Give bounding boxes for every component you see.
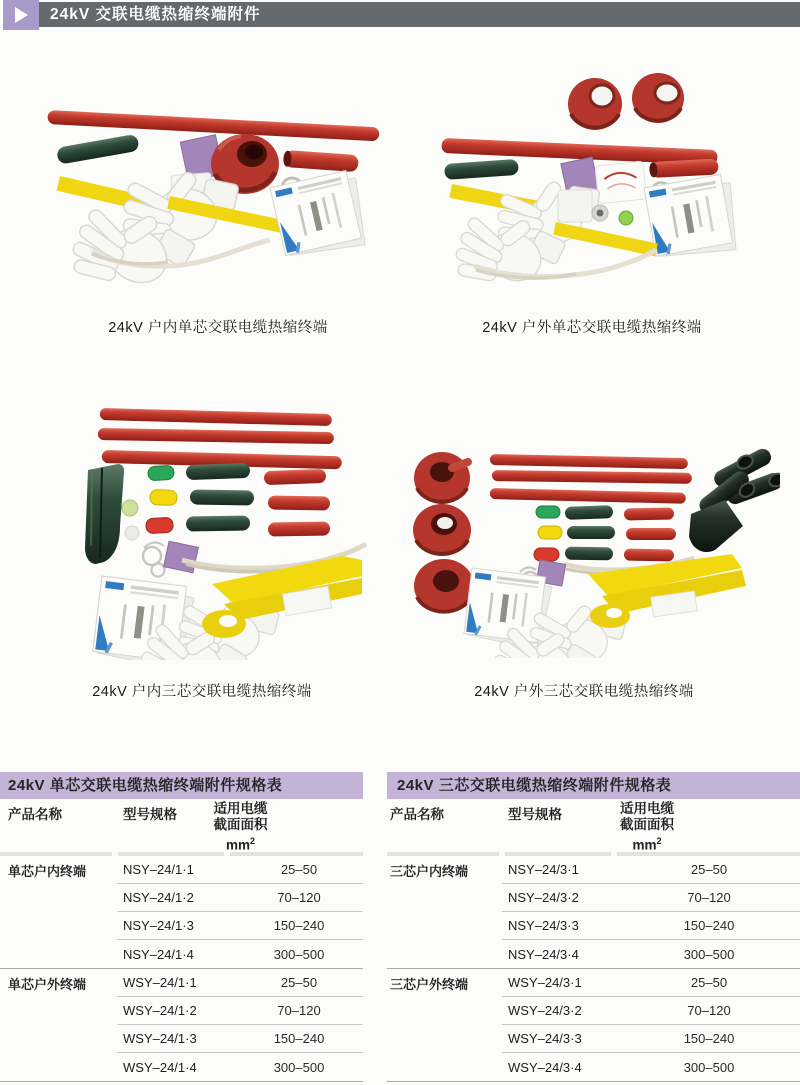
product-caption: 24kV 户外三芯交联电缆热缩终端 — [474, 684, 694, 700]
table-row — [0, 1053, 363, 1082]
long-red-heat-shrink-tube — [490, 488, 686, 504]
play-triangle-icon — [15, 7, 28, 23]
model-cell: WSY–24/1·4 — [123, 1059, 197, 1075]
model-cell: WSY–24/1·2 — [123, 1003, 197, 1018]
table-row — [387, 997, 800, 1025]
page-title: 24kV 交联电缆热缩终端附件 — [39, 2, 800, 27]
header-accent-box — [3, 0, 39, 30]
area-cell: 25–50 — [280, 862, 318, 877]
small-green-tube — [148, 465, 175, 481]
model-cell: WSY–24/1·3 — [123, 1031, 197, 1046]
medium-red-tube — [624, 549, 674, 562]
column-header-area: 适用电缆 截面面积 $mm^2$ — [620, 801, 674, 853]
dark-green-tube — [186, 463, 250, 480]
small-green-tube — [536, 506, 560, 518]
dark-green-tube — [186, 515, 250, 531]
column-header-product-name: 产品名称 — [8, 807, 62, 822]
model-cell: NSY–24/3·1 — [508, 862, 579, 877]
model-cell: WSY–24/3·2 — [508, 1003, 582, 1018]
table-row — [0, 856, 363, 884]
area-cell: 300–500 — [683, 1059, 735, 1075]
table-row — [0, 997, 363, 1025]
red-rain-skirt — [568, 78, 622, 130]
table-row — [0, 1025, 363, 1053]
red-rain-skirt — [414, 452, 470, 504]
table-row — [387, 969, 800, 997]
medium-red-tube — [268, 495, 330, 510]
table-row — [0, 940, 363, 969]
product-caption: 24kV 户外单芯交联电缆热缩终端 — [482, 320, 702, 336]
pale-green-ball — [122, 500, 138, 516]
green-ball — [619, 211, 633, 225]
model-cell: NSY–24/1·4 — [123, 946, 194, 962]
product-photo-indoor-three-core — [74, 398, 376, 660]
model-cell: NSY–24/3·4 — [508, 946, 579, 962]
product-name-cell: 三芯户外终端 — [390, 976, 469, 992]
model-cell: NSY–24/3·2 — [508, 890, 579, 905]
area-cell: 25–50 — [690, 975, 728, 990]
small-yellow-tube — [538, 526, 562, 539]
product-photo-outdoor-three-core — [402, 446, 780, 658]
table-row — [387, 1025, 800, 1053]
product-caption: 24kV 户内单芯交联电缆热缩终端 — [108, 320, 328, 336]
black-breakout-boot — [689, 446, 780, 552]
column-header-area: 适用电缆 截面面积 $mm^2$ — [213, 801, 268, 853]
dark-green-tube — [567, 526, 615, 539]
spec-table-three-core — [387, 772, 800, 1082]
table-row — [0, 912, 363, 940]
white-ball — [125, 526, 139, 540]
column-header-model: 型号规格 — [123, 807, 177, 822]
dark-green-tube — [56, 134, 140, 165]
dark-green-tube — [565, 505, 613, 520]
area-cell: 300–500 — [273, 946, 325, 962]
product-name-cell: 单芯户内终端 — [8, 863, 87, 879]
area-cell: 70–120 — [277, 1003, 321, 1018]
cleaning-paper-packet — [595, 161, 647, 204]
table-title: 24kV 三芯交联电缆热缩终端附件规格表 — [387, 772, 800, 799]
area-cell: 150–240 — [273, 918, 325, 933]
dark-green-tube — [190, 489, 254, 505]
breakout-boot — [85, 464, 124, 564]
model-cell: WSY–24/1·1 — [123, 975, 197, 990]
small-yellow-tube — [150, 490, 178, 506]
red-rain-skirt — [413, 504, 471, 556]
table-row — [0, 969, 363, 997]
long-red-heat-shrink-tube — [100, 408, 332, 426]
area-cell: 300–500 — [273, 1059, 325, 1075]
model-cell: NSY–24/1·1 — [123, 862, 194, 877]
area-cell: 70–120 — [687, 1003, 731, 1018]
long-red-heat-shrink-tube — [98, 428, 334, 444]
table-row — [387, 912, 800, 940]
medium-red-tube — [626, 528, 676, 540]
red-rain-skirt — [632, 73, 684, 123]
table-row — [387, 940, 800, 969]
model-cell: NSY–24/1·3 — [123, 918, 194, 933]
area-cell: 150–240 — [683, 1031, 735, 1046]
instruction-booklet — [644, 173, 742, 263]
product-name-cell: 三芯户内终端 — [390, 863, 469, 879]
area-cell: 70–120 — [277, 890, 321, 905]
model-cell: NSY–24/3·3 — [508, 918, 579, 933]
model-cell: WSY–24/3·1 — [508, 975, 582, 990]
yellow-tape-pieces — [588, 554, 746, 628]
column-header-model: 型号规格 — [508, 807, 562, 822]
short-red-tube — [283, 150, 359, 172]
product-name-cell: 单芯户外终端 — [8, 976, 87, 992]
model-cell: WSY–24/3·3 — [508, 1031, 582, 1046]
small-red-tube — [534, 548, 559, 561]
table-row — [387, 1053, 800, 1082]
model-cell: WSY–24/3·4 — [508, 1059, 582, 1075]
medium-red-tube — [624, 508, 674, 521]
product-photo-outdoor-single-core — [418, 66, 776, 304]
solder-ball — [592, 205, 608, 221]
table-row — [0, 884, 363, 912]
long-red-heat-shrink-tube — [490, 454, 688, 469]
dark-green-tube — [565, 547, 613, 561]
product-photo-indoor-single-core — [42, 92, 387, 304]
long-red-heat-shrink-tube — [492, 470, 692, 484]
area-cell: 300–500 — [683, 946, 735, 962]
area-cell: 25–50 — [280, 975, 318, 990]
small-red-tube — [146, 517, 174, 533]
table-header-row — [0, 799, 363, 852]
metal-rings-with-wire — [143, 542, 165, 576]
medium-red-tube — [264, 469, 326, 485]
area-cell: 150–240 — [273, 1031, 325, 1046]
product-caption: 24kV 户内三芯交联电缆热缩终端 — [92, 684, 312, 700]
medium-red-tube — [268, 521, 330, 536]
sandpaper-sheet — [164, 541, 199, 573]
area-cell: 70–120 — [687, 890, 731, 905]
red-rain-skirt — [414, 559, 474, 613]
cleaning-cloth — [558, 190, 592, 222]
table-header-row — [387, 799, 800, 852]
dark-green-tube — [444, 159, 519, 180]
area-cell: 25–50 — [690, 862, 728, 877]
table-row — [387, 884, 800, 912]
model-cell: NSY–24/1·2 — [123, 890, 194, 905]
area-cell: 150–240 — [683, 918, 735, 933]
table-row — [387, 856, 800, 884]
spec-table-single-core — [0, 772, 363, 1082]
column-header-product-name: 产品名称 — [390, 807, 444, 822]
table-title: 24kV 单芯交联电缆热缩终端附件规格表 — [0, 772, 363, 799]
